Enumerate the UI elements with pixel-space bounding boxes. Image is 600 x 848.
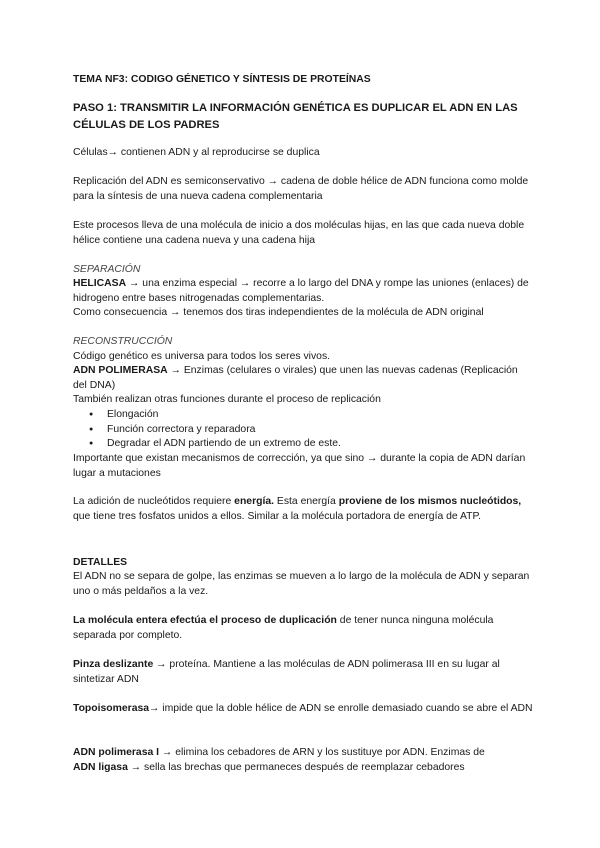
- paragraph-topoisomerasa: [73, 702, 533, 717]
- paragraph-adn-polimerasa: [73, 364, 533, 393]
- helicasa-description: → una enzima especial → recorre a lo largo del DNA y rompe las uniones (enlaces) de hidrogeno entre bases nitrogenadas complementarias.: [73, 278, 529, 304]
- paragraph-codigo: Código genético es universa para todos los seres vivos.: [73, 351, 331, 362]
- paragraph-detalles: El ADN no se separa de golpe, las enzimas se mueven a lo largo de la molécula de ADN y separan uno o más peldaños a la vez.: [73, 571, 530, 597]
- term-molecula: La molécula entera efectúa el proceso de duplicación: [73, 615, 337, 626]
- paragraph-importante: Importante que existan mecanismos de corrección, ya que sino → durante la copia de ADN darían lugar a mutaciones: [73, 453, 526, 479]
- paragraph-consecuencia: Como consecuencia → tenemos dos tiras independientes de la molécula de ADN original: [73, 307, 484, 318]
- label-detalles: DETALLES: [73, 557, 128, 568]
- term-helicasa: HELICASA: [73, 278, 127, 289]
- label-reconstruccion: RECONSTRUCCIÓN: [73, 336, 173, 347]
- term-energia: energía.: [234, 496, 275, 507]
- list-item: ● Degradar el ADN partiendo de un extremo de este.: [73, 437, 533, 452]
- term-ligasa: ADN ligasa: [73, 762, 128, 773]
- ligasa-description: → sella las brechas que permaneces después de reemplazar cebadores: [127, 762, 465, 773]
- energia-text-2: Esta energía: [274, 496, 339, 507]
- polimerasa-i-description: → elimina los cebadores de ARN y los sustituye por ADN. Enzimas de: [159, 747, 485, 758]
- functions-list: [73, 408, 533, 452]
- paragraph-energia: [73, 495, 533, 524]
- topoisomerasa-description: → impide que la doble hélice de ADN se enrolle demasiado cuando se abre el ADN: [149, 703, 533, 714]
- term-pinza: Pinza deslizante: [73, 659, 154, 670]
- paragraph-replicacion: Replicación del ADN es semiconservativo → cadena de doble hélice de ADN funciona como molde para la síntesis de una nueva cadena complementaria: [73, 176, 529, 202]
- term-proviene: proviene de los mismos nucleótidos,: [338, 496, 522, 507]
- document-title: TEMA NF3: CODIGO GÉNETICO Y SÍNTESIS DE PROTEÍNAS: [73, 74, 371, 85]
- molecula-description: de tener nunca ninguna molécula separada por completo.: [73, 615, 494, 641]
- paragraph-polimerasa-i: [73, 746, 533, 761]
- energia-text-3: que tiene tres fosfatos unidos a ellos. Similar a la molécula portadora de energía de ATP.: [73, 510, 481, 522]
- list-item: ● Función correctora y reparadora: [73, 423, 533, 438]
- section-heading: PASO 1: TRANSMITIR LA INFORMACIÓN GENÉTICA ES DUPLICAR EL ADN EN LAS CÉLULAS DE LOS PADRES: [73, 102, 518, 131]
- pinza-description: → proteína. Mantiene a las moléculas de ADN polimerasa III en su lugar al sintetizar ADN: [73, 659, 500, 685]
- paragraph-proceso: Este procesos lleva de una molécula de inicio a dos moléculas hijas, en las que cada nueva doble hélice contiene una cadena nueva y una cadena hija: [73, 220, 525, 246]
- paragraph-ligasa: [73, 761, 533, 776]
- paragraph-tambien: También realizan otras funciones durante el proceso de replicación: [73, 394, 381, 405]
- paragraph-molecula: [73, 614, 533, 643]
- term-topoisomerasa: Topoisomerasa: [73, 703, 150, 714]
- paragraph-helicasa: [73, 277, 533, 306]
- adn-polimerasa-description: → Enzimas (celulares o virales) que unen las nuevas cadenas (Replicación del DNA): [73, 365, 518, 391]
- term-polimerasa-i: ADN polimerasa I: [73, 747, 160, 758]
- energia-text-1: La adición de nucleótidos requiere: [73, 496, 235, 507]
- paragraph-celulas: Células→ contienen ADN y al reproducirse se duplica: [73, 147, 320, 158]
- term-adn-polimerasa: ADN POLIMERASA: [73, 365, 168, 376]
- label-separacion: SEPARACIÓN: [73, 264, 141, 275]
- paragraph-pinza: [73, 658, 533, 687]
- list-item: ● Elongación: [73, 408, 533, 423]
